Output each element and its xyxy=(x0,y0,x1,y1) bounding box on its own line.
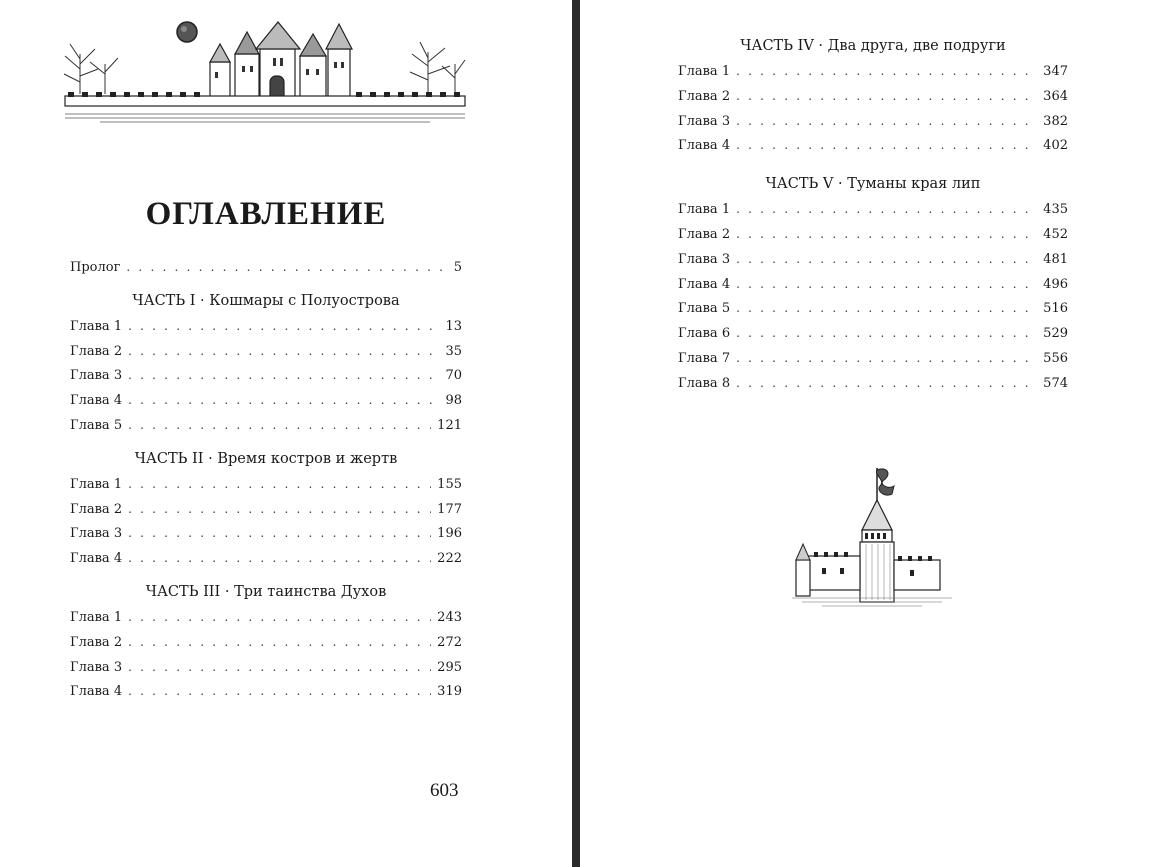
dot-leader xyxy=(736,222,1037,247)
entry-label: Глава 3 xyxy=(678,251,731,267)
entry-page: 574 xyxy=(1043,375,1068,391)
entry-page: 319 xyxy=(437,684,462,700)
toc-right xyxy=(678,34,1068,396)
toc-entry xyxy=(70,314,462,339)
dot-leader xyxy=(128,655,431,680)
entry-page: 481 xyxy=(1043,251,1068,267)
toc-entry xyxy=(678,247,1068,272)
castle-vignette-icon xyxy=(60,14,470,124)
entry-label: Глава 1 xyxy=(70,609,123,625)
dot-leader xyxy=(126,255,447,280)
entry-label: Глава 4 xyxy=(678,138,731,154)
entry-page: 177 xyxy=(437,501,462,517)
dot-leader xyxy=(128,605,431,630)
toc-entry xyxy=(70,363,462,388)
part-section xyxy=(70,447,462,571)
part-heading: ЧАСТЬ V · Туманы края лип xyxy=(765,176,981,193)
toc-entry xyxy=(70,413,462,438)
entry-page: 121 xyxy=(437,417,462,433)
entry-label: Глава 7 xyxy=(678,350,731,366)
toc-entry xyxy=(70,630,462,655)
dot-leader xyxy=(128,472,431,497)
entry-label: Глава 1 xyxy=(70,476,123,492)
entry-page: 35 xyxy=(445,343,462,359)
toc-entry xyxy=(70,472,462,497)
entry-page: 382 xyxy=(1043,113,1068,129)
entry-label: Глава 4 xyxy=(70,551,123,567)
toc-entry xyxy=(70,521,462,546)
entry-label: Глава 1 xyxy=(70,318,123,334)
entry-label: Глава 4 xyxy=(70,684,123,700)
entry-label: Глава 2 xyxy=(678,88,731,104)
dot-leader xyxy=(128,388,439,413)
entry-label: Глава 6 xyxy=(678,326,731,342)
toc-entry xyxy=(678,371,1068,396)
entry-label: Глава 2 xyxy=(70,634,123,650)
entry-page: 452 xyxy=(1043,226,1068,242)
entry-page: 529 xyxy=(1043,326,1068,342)
toc-entry xyxy=(678,59,1068,84)
entry-page: 516 xyxy=(1043,301,1068,317)
toc-entry xyxy=(678,109,1068,134)
entry-label: Пролог xyxy=(70,260,121,275)
toc-entry xyxy=(678,84,1068,109)
toc-entry xyxy=(678,321,1068,346)
book-spine xyxy=(572,0,580,867)
dot-leader xyxy=(736,133,1037,158)
toc-entry-prologue xyxy=(70,255,462,280)
entry-label: Глава 1 xyxy=(678,64,731,79)
part-section xyxy=(678,172,1068,395)
toc-entry xyxy=(678,272,1068,297)
dot-leader xyxy=(128,630,431,655)
dot-leader xyxy=(736,346,1037,371)
part-section xyxy=(70,289,462,438)
entry-label: Глава 1 xyxy=(678,202,731,218)
toc-left xyxy=(70,255,462,704)
toc-entry xyxy=(70,497,462,522)
entry-label: Глава 3 xyxy=(678,113,731,129)
part-heading: ЧАСТЬ IV · Два друга, две подруги xyxy=(740,38,1006,54)
dot-leader xyxy=(736,197,1037,222)
dot-leader xyxy=(128,497,431,522)
toc-entry xyxy=(678,197,1068,222)
entry-label: Глава 4 xyxy=(678,276,731,292)
part-heading: ЧАСТЬ II · Время костров и жертв xyxy=(134,450,398,467)
dot-leader xyxy=(128,679,431,704)
toc-entry xyxy=(678,222,1068,247)
entry-page: 364 xyxy=(1043,88,1068,104)
dot-leader xyxy=(736,59,1037,84)
entry-label: Глава 8 xyxy=(678,375,731,391)
part-heading: ЧАСТЬ I · Кошмары с Полуострова xyxy=(132,292,400,309)
entry-page: 243 xyxy=(437,609,462,625)
entry-label: Глава 4 xyxy=(70,393,123,409)
entry-label: Глава 3 xyxy=(70,368,123,384)
entry-label: Глава 2 xyxy=(70,343,123,359)
toc-entry xyxy=(678,346,1068,371)
right-page xyxy=(580,0,1152,867)
left-page xyxy=(0,0,572,867)
dot-leader xyxy=(128,521,431,546)
entry-page: 196 xyxy=(437,526,462,542)
entry-page: 402 xyxy=(1043,138,1068,154)
toc-entry xyxy=(678,296,1068,321)
entry-label: Глава 5 xyxy=(678,301,731,317)
toc-entry xyxy=(70,679,462,704)
toc-entry xyxy=(70,655,462,680)
entry-label: Глава 5 xyxy=(70,417,123,433)
entry-label: Глава 3 xyxy=(70,659,123,675)
entry-label: Глава 2 xyxy=(70,501,123,517)
dot-leader xyxy=(736,296,1037,321)
entry-label: Глава 2 xyxy=(678,226,731,242)
entry-page: 98 xyxy=(445,393,462,409)
page-number: 603 xyxy=(430,780,459,801)
toc-entry xyxy=(70,339,462,364)
part-heading: ЧАСТЬ III · Три таинства Духов xyxy=(145,583,387,600)
entry-page: 5 xyxy=(453,260,462,275)
part-section xyxy=(70,580,462,704)
toc-entry xyxy=(70,388,462,413)
entry-page: 496 xyxy=(1043,276,1068,292)
entry-label: Глава 3 xyxy=(70,526,123,542)
dot-leader xyxy=(128,314,439,339)
dot-leader xyxy=(128,413,431,438)
fortress-tower-icon xyxy=(792,460,952,610)
dot-leader xyxy=(736,109,1037,134)
dot-leader xyxy=(736,247,1037,272)
dot-leader xyxy=(128,339,439,364)
page-title: ОГЛАВЛЕНИЕ xyxy=(145,196,387,232)
dot-leader xyxy=(736,84,1037,109)
entry-page: 222 xyxy=(437,551,462,567)
toc-entry xyxy=(70,605,462,630)
dot-leader xyxy=(736,321,1037,346)
entry-page: 70 xyxy=(445,368,462,384)
toc-entry xyxy=(70,546,462,571)
part-section xyxy=(678,34,1068,158)
dot-leader xyxy=(128,546,431,571)
entry-page: 435 xyxy=(1043,202,1068,218)
entry-page: 272 xyxy=(437,634,462,650)
toc-entry xyxy=(678,133,1068,158)
dot-leader xyxy=(128,363,439,388)
entry-page: 556 xyxy=(1043,350,1068,366)
entry-page: 347 xyxy=(1043,64,1068,79)
entry-page: 13 xyxy=(445,318,462,334)
entry-page: 295 xyxy=(437,659,462,675)
entry-page: 155 xyxy=(437,476,462,492)
dot-leader xyxy=(736,272,1037,297)
dot-leader xyxy=(736,371,1037,396)
